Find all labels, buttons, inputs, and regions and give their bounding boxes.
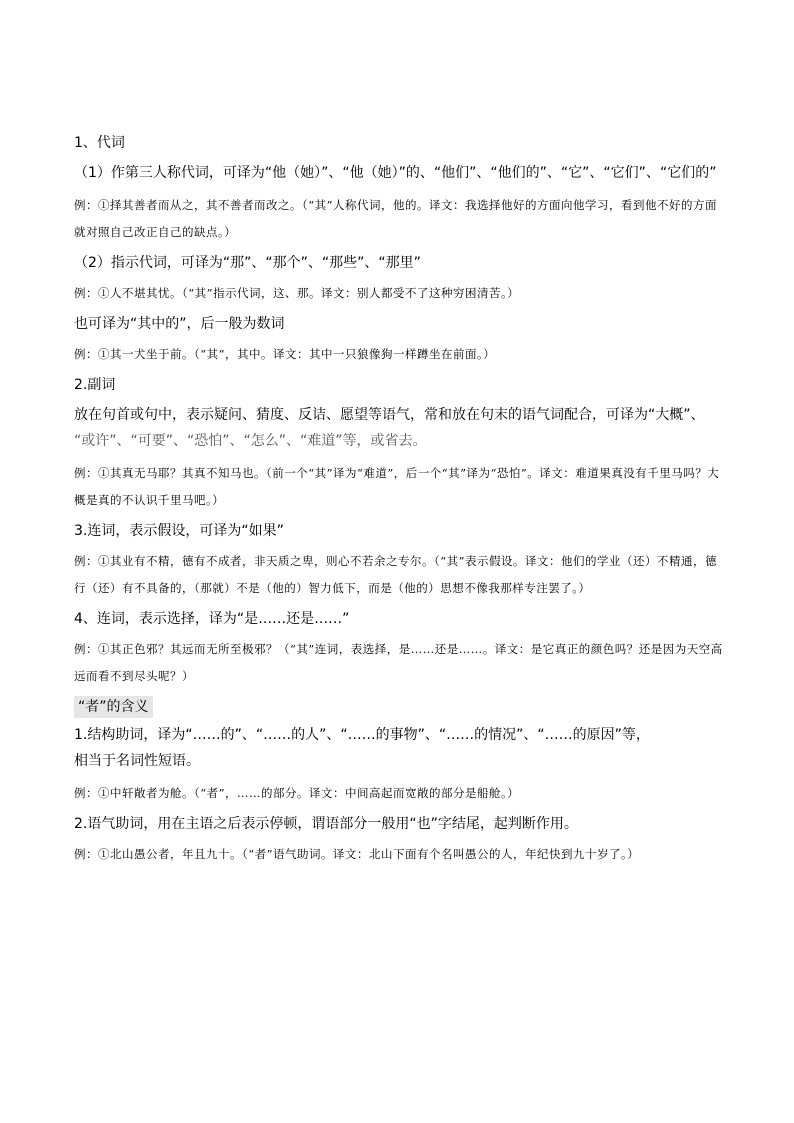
pronoun-third-person: （1）作第三人称代词，可译为“他（她）”、“他（她）”的、“他们”、“他们的”、“它”、“它们”、“它们的” [74, 165, 717, 181]
zhe-modal-particle: 2.语气助词，用在主语之后表示停顿，谓语部分一般用“也”字结尾，起判断作用。 [74, 816, 578, 832]
example-zhe-structural: 例：①中轩敞者为舱。（“者”，……的部分。译文：中间高起而宽敞的部分是船舱。） [74, 786, 520, 800]
example-conjunction-choice: 例：①其正色邪？其远而无所至极邪？（“其”连词，表选择，是……还是……。译文：是它真正的颜色吗？还是因为天空高远而看不到尽头呢？） [74, 642, 723, 683]
example-conjunction-hypothesis: 例：①其业有不精，德有不成者，非天质之卑，则心不若余之专尔。（“其”表示假设。译文：他们的学业（还）不精通，德行（还）有不具备的，（那就）不是（他的）智力低下，而是（他的）思想不像我那样专注罢了。） [74, 554, 718, 595]
example-pronoun-third-person: 例：①择其善者而从之，其不善者而改之。（“其”人称代词，他的。译文：我选择他好的方面向他学习，看到他不好的方面就对照自己改正自己的缺点。） [74, 198, 718, 239]
adverb-text-line2: “或许”、“可要”、“恐怕”、“怎么”、“难道”等，或省去。 [74, 433, 427, 449]
adverb-text-line1: 放在句首或句中，表示疑问、猜度、反诘、愿望等语气，常和放在句末的语气词配合，可译为“大概”、 [74, 407, 705, 423]
heading-pronoun: 1、代词 [74, 135, 125, 151]
heading-adverb: 2.副词 [74, 377, 116, 393]
example-pronoun-among-them: 例：①其一犬坐于前。（“其”，其中。译文：其中一只狼像狗一样蹲坐在前面。） [74, 347, 496, 361]
zhe-structural-line1: 1.结构助词，译为“……的”、“……的人”、“……的事物”、“……的情况”、“……的原因”等， [74, 727, 650, 743]
heading-conjunction-hypothesis: 3.连词，表示假设，可译为“如果” [74, 523, 284, 539]
pronoun-demonstrative: （2）指示代词，可译为“那”、“那个”、“那些”、“那里” [74, 255, 421, 271]
example-pronoun-demonstrative: 例：①人不堪其忧。（“其”指示代词，这、那。译文：别人都受不了这种穷困清苦。） [74, 286, 520, 300]
section-title-zhe: “者”的含义 [74, 696, 153, 718]
document-body [74, 130, 724, 868]
example-zhe-modal: 例：①北山愚公者，年且九十。（“者”语气助词。译文：北山下面有个名叫愚公的人，年纪快到九十岁了。） [74, 847, 640, 861]
example-adverb: 例：①其真无马耶？其真不知马也。（前一个“其”译为“难道”，后一个“其”译为“恐怕”。译文：难道果真没有千里马吗？大概是真的不认识千里马吧。） [74, 466, 720, 507]
zhe-structural-line2: 相当于名词性短语。 [74, 753, 200, 769]
pronoun-among-them: 也可译为“其中的”，后一般为数词 [74, 316, 285, 332]
heading-conjunction-choice: 4、连词，表示选择，译为“是……还是……” [74, 611, 350, 627]
